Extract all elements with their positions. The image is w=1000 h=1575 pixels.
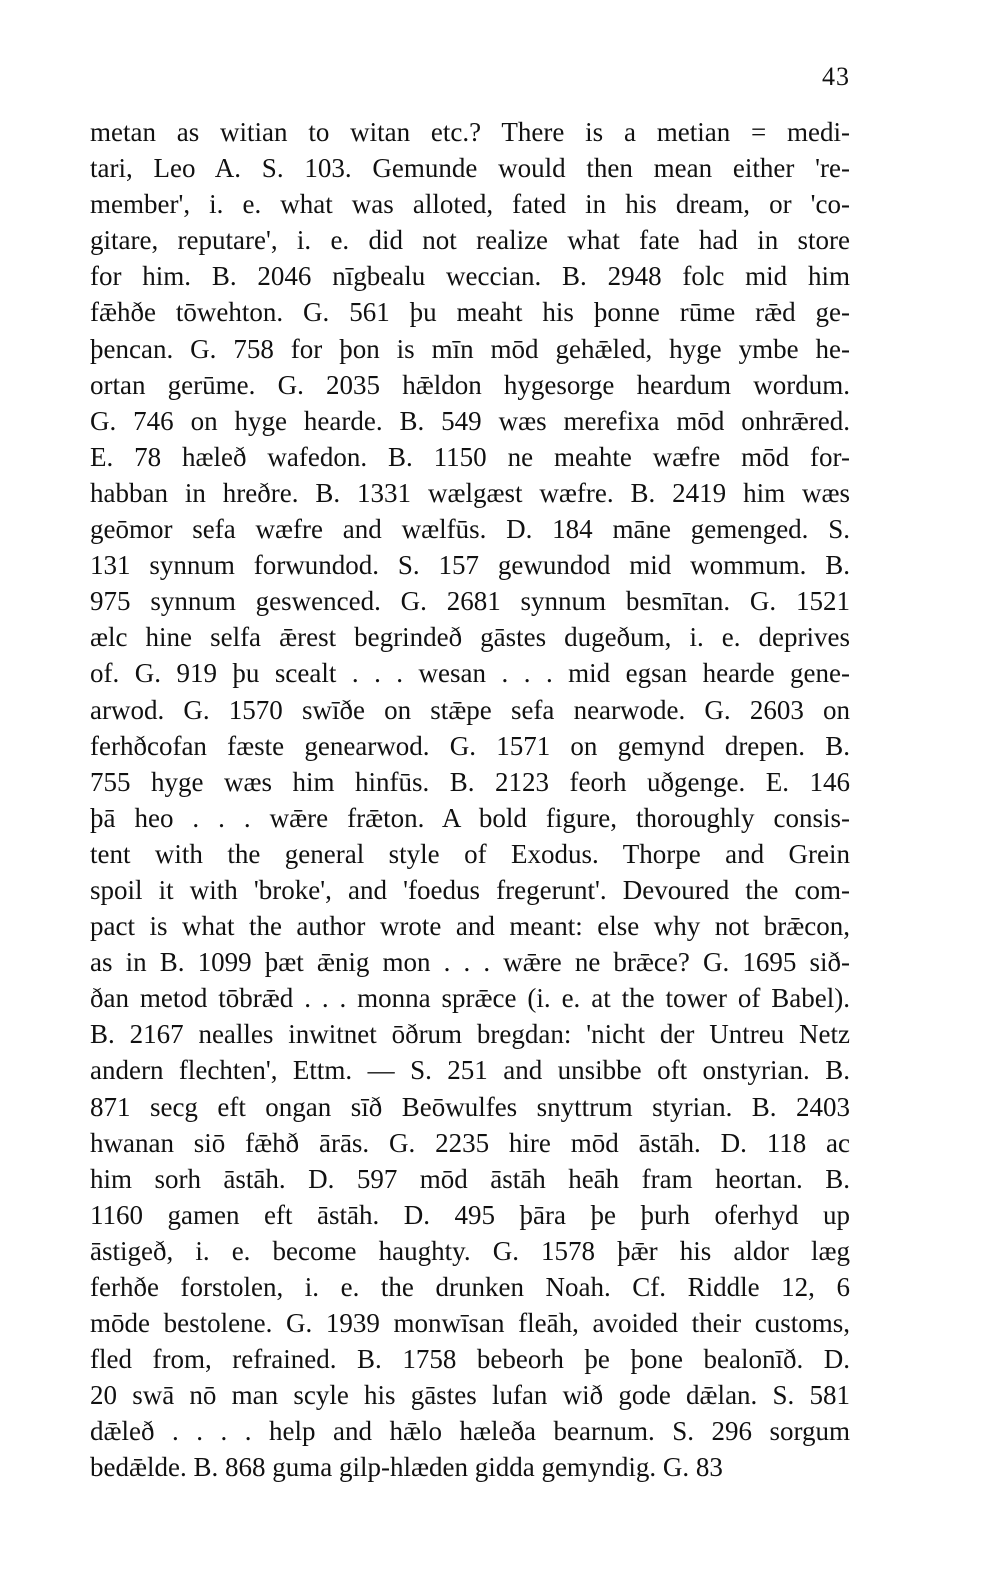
text-line: fǣhðe tōwehton. G. 561 þu meaht his þonne rūme rǣd ge-: [90, 297, 850, 328]
text-line: 755 hyge wæs him hinfūs. B. 2123 feorh uðgenge. E. 146: [90, 766, 850, 797]
text-line: spoil it with 'broke', and 'foedus fregerunt'. Devoured the com-: [90, 874, 850, 905]
page-number: 43: [822, 62, 850, 91]
text-line: metan as witian to witan etc.? There is a metian = medi-: [90, 117, 850, 147]
text-line: ælc hine selfa ǣrest begrindeð gāstes dugeðum, i. e. deprives: [90, 622, 850, 653]
body-text: [90, 114, 850, 1486]
text-line: 975 synnum geswenced. G. 2681 synnum besmītan. G. 1521: [90, 586, 850, 617]
text-line: hwanan siō fǣhð ārās. G. 2235 hire mōd āstāh. D. 118 ac: [90, 1127, 850, 1158]
text-line: þencan. G. 758 for þon is mīn mōd gehǣled, hyge ymbe he-: [90, 333, 850, 364]
text-line: pact is what the author wrote and meant: else why not brǣcon,: [90, 911, 850, 942]
text-line: gitare, reputare', i. e. did not realize what fate had in store: [90, 225, 850, 256]
text-line: fled from, refrained. B. 1758 bebeorh þe þone bealonīð. D.: [90, 1344, 850, 1375]
text-line: G. 746 on hyge hearde. B. 549 wæs merefixa mōd onhrǣred.: [90, 405, 850, 436]
text-line: of. G. 919 þu scealt . . . wesan . . . mid egsan hearde gene-: [90, 658, 850, 689]
text-line: ortan gerūme. G. 2035 hǣldon hygesorge heardum wordum.: [90, 369, 850, 400]
text-line: as in B. 1099 þæt ǣnig mon . . . wǣre ne brǣce? G. 1695 sið-: [90, 947, 850, 978]
text-line: dǣleð . . . . help and hǣlo hæleða bearnum. S. 296 sorgum: [90, 1416, 850, 1447]
text-line: 131 synnum forwundod. S. 157 gewundod mid wommum. B.: [90, 550, 850, 581]
text-line: tari, Leo A. S. 103. Gemunde would then mean either 're-: [90, 153, 850, 184]
text-line: āstigeð, i. e. become haughty. G. 1578 þǣr his aldor læg: [90, 1235, 850, 1266]
text-line: for him. B. 2046 nīgbealu weccian. B. 2948 folc mid him: [90, 261, 850, 292]
text-line: 1160 gamen eft āstāh. D. 495 þāra þe þurh oferhyd up: [90, 1199, 850, 1230]
text-line: ferhðe forstolen, i. e. the drunken Noah. Cf. Riddle 12, 6: [90, 1272, 850, 1302]
text-line: 20 swā nō man scyle his gāstes lufan wið gode dǣlan. S. 581: [90, 1380, 850, 1411]
text-line: him sorh āstāh. D. 597 mōd āstāh heāh fram heortan. B.: [90, 1163, 850, 1194]
text-line: member', i. e. what was alloted, fated in his dream, or 'co-: [90, 189, 850, 220]
text-line: þā heo . . . wǣre frǣton. A bold figure, thoroughly consis-: [90, 802, 850, 833]
text-line: tent with the general style of Exodus. Thorpe and Grein: [90, 838, 850, 869]
text-line: geōmor sefa wæfre and wælfūs. D. 184 māne gemenged. S.: [90, 514, 850, 545]
text-line: bedǣlde. B. 868 guma gilp-hlæden gidda gemyndig. G. 83: [90, 1452, 723, 1483]
text-line: andern flechten', Ettm. — S. 251 and unsibbe oft onstyrian. B.: [90, 1055, 850, 1086]
text-line: arwod. G. 1570 swīðe on stǣpe sefa nearwode. G. 2603 on: [90, 694, 850, 725]
text-line: mōde bestolene. G. 1939 monwīsan fleāh, avoided their customs,: [90, 1308, 850, 1339]
text-line: habban in hreðre. B. 1331 wælgæst wæfre. B. 2419 him wæs: [90, 477, 850, 508]
text-line: 871 secg eft ongan sīð Beōwulfes snyttrum styrian. B. 2403: [90, 1091, 850, 1122]
text-line: ferhðcofan fæste genearwod. G. 1571 on gemynd drepen. B.: [90, 730, 850, 761]
text-line: B. 2167 nealles inwitnet ōðrum bregdan: 'nicht der Untreu Netz: [90, 1019, 850, 1050]
text-line: E. 78 hæleð wafedon. B. 1150 ne meahte wæfre mōd for-: [90, 441, 850, 472]
text-line: ðan metod tōbrǣd . . . monna sprǣce (i. e. at the tower of Babel).: [90, 983, 850, 1014]
